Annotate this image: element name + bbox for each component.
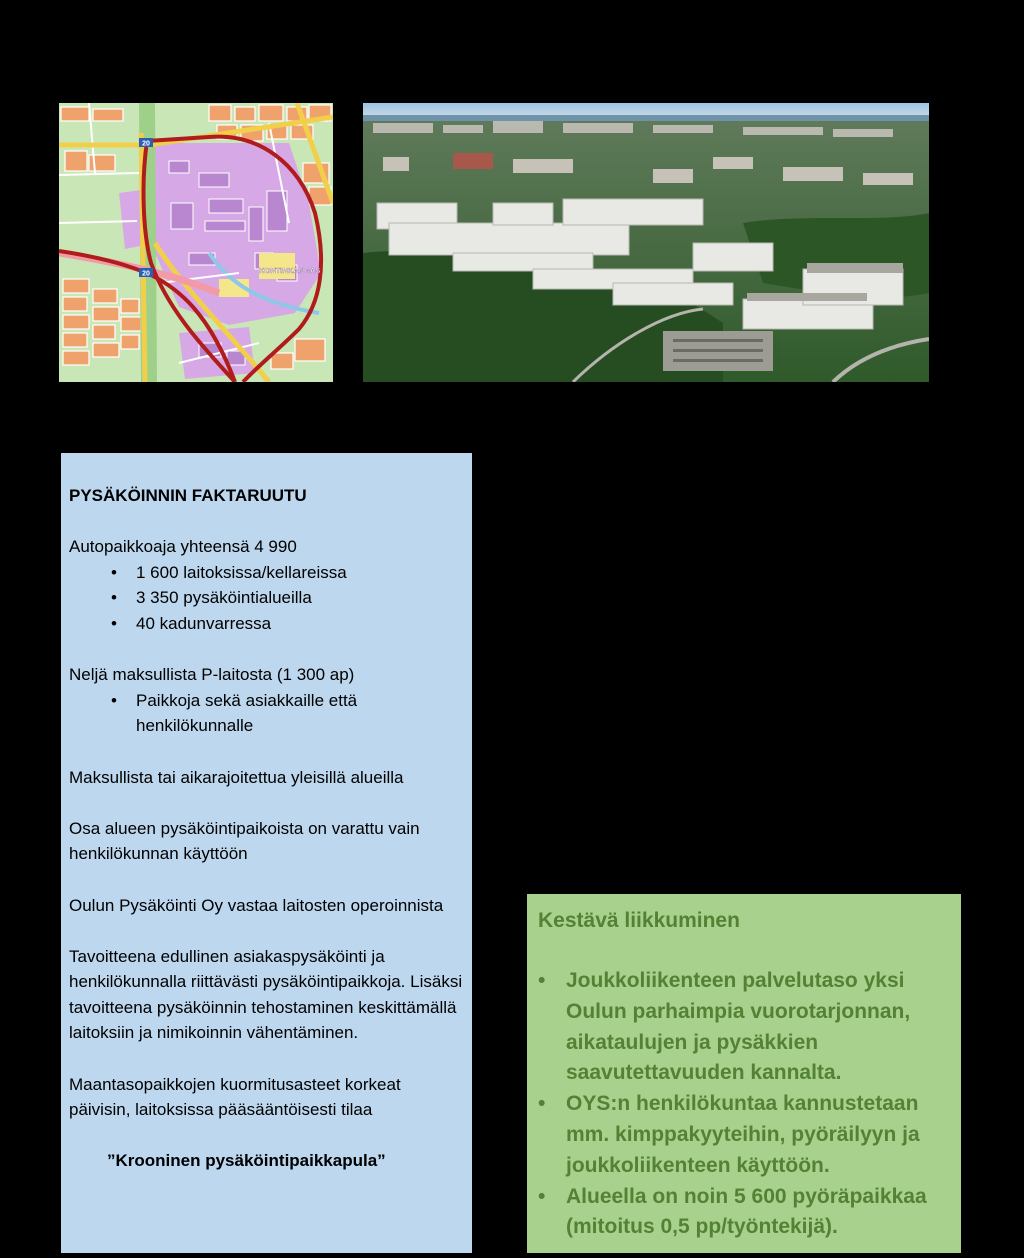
road-badge-icon — [139, 138, 153, 148]
list-item: • 1 600 laitoksissa/kellareissa — [111, 560, 464, 586]
aerial-photo — [363, 103, 929, 382]
sustainable-title: Kestävä liikkuminen — [538, 909, 740, 932]
facts-goal: Tavoitteena edullinen asiakaspysäköinti ja henkilökunnalla riittävästi pysäköintipaikkoja. Lisäksi tavoitteena pysäköinnin tehostaminen keskittämällä laitoksiin ja nimikoinnin vähentäminen. — [69, 946, 463, 1043]
road-badge-icon — [139, 268, 153, 278]
list-item: • 3 350 pysäköintialueilla — [111, 585, 464, 611]
facts-reserved: Osa alueen pysäköintipaikoista on varattu vain henkilökunnan käyttöön — [69, 818, 420, 864]
facts-total: Autopaikkoaja yhteensä 4 990 — [69, 537, 297, 557]
area-map — [59, 103, 333, 382]
road-badge-1: 20 — [142, 140, 150, 148]
facts-title: PYSÄKÖINNIN FAKTARUUTU — [69, 486, 307, 505]
parking-facts-box — [61, 453, 472, 1253]
list-item: • Joukkoliikenteen palvelutaso yksi Oulun parhaimpia vuorotarjonnan, aikataulujen ja pysäkkien saavutettavuuden kannalta. — [538, 966, 951, 1089]
map-graphic — [59, 103, 333, 382]
list-item: • 40 kadunvarressa — [111, 611, 464, 637]
sustainable-mobility-box — [527, 894, 961, 1253]
facts-garages: Neljä maksullista P-laitosta (1 300 ap) — [69, 665, 355, 685]
facts-operator: Oulun Pysäköinti Oy vastaa laitosten operoinnista — [69, 895, 444, 915]
facts-paid: Maksullista tai aikarajoitettua yleisillä alueilla — [69, 767, 404, 787]
list-item: • Alueella on noin 5 600 pyöräpaikkaa (mitoitus 0,5 pp/työntekijä). — [538, 1182, 951, 1244]
list-item: • OYS:n henkilökuntaa kannustetaan mm. kimppakyyteihin, pyöräilyyn ja joukkoliikenteen käyttöön. — [538, 1089, 951, 1181]
list-item: • Paikkoja sekä asiakkaille että henkilökunnalle — [111, 688, 464, 739]
facts-quote: ”Krooninen pysäköintipaikkapula” — [107, 1151, 386, 1171]
sustainable-list — [538, 966, 951, 1243]
road-badge-2: 20 — [142, 270, 150, 278]
aerial-photo-graphic — [363, 103, 929, 382]
facts-garages-list — [69, 688, 464, 739]
facts-total-list — [69, 560, 464, 637]
map-district-label: KONTINKANGAS — [259, 266, 321, 275]
facts-load: Maantasopaikkojen kuormitusasteet korkeat päivisin, laitoksissa pääsääntöisesti tilaa — [69, 1074, 401, 1120]
